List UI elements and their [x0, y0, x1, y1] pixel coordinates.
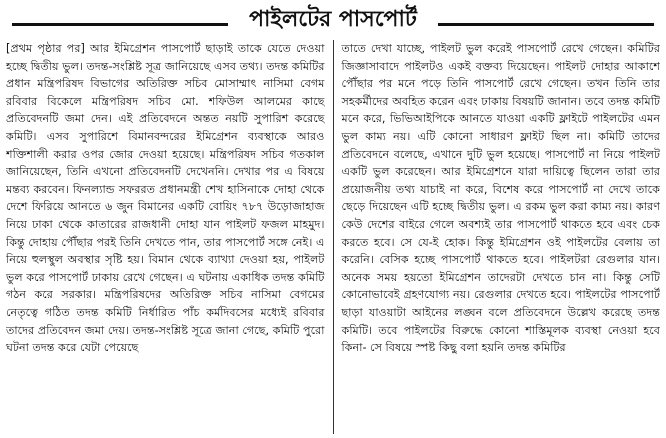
- headline: [6, 2, 660, 36]
- right-column: [333, 40, 661, 434]
- right-column-text: তাতে দেখা যাচ্ছে, পাইলট ভুল করেই পাসপোর্ট রেখে গেছেন। কমিটির জিজ্ঞাসাবাদে পাইলটও একই বক্তব্য দিয়েছেন। পাইলট দোহার আকাশে পৌঁছার পর মনে পড়ে তিনি পাসপোর্ট রেখে গেছেন। তখন তিনি তার সহকর্মীদের অবহিত করেন এবং ঢাকায় বিষয়টি জানান। তবে তদন্ত কমিটি মনে করে, ভিভিআইপিকে আনতে যাওয়া একটি ফ্লাইটে পাইলটের এমন ভুল কাম্য নয়। এটি কোনো সাধারণ ফ্লাইট ছিল না। কমিটি তাদের প্রতিবেদনে বলেছে, এখানে দুটি ভুল হয়েছে। পাসপোর্ট না নিয়ে পাইলট একটি ভুল করেছেন। আর ইমিগ্রেশনে যারা দায়িত্বে ছিলেন তারা তার প্রয়োজনীয় তথ্য যাচাই না করে, বিশেষ করে পাসপোর্ট না দেখে তাকে ছেড়ে দিয়েছেন এটি হচ্ছে দ্বিতীয় ভুল। এ রকম ভুল করা কাম্য নয়। কারণ কেউ দেশের বাইরে গেলে অবশ্যই তার পাসপোর্ট থাকতে হবে এবং চেক করতে হবে। সে যে-ই হোক। কিন্তু ইমিগ্রেশন ওই পাইলটের বেলায় তা করেনি। বেসিক হচ্ছে পাসপোর্ট থাকতে হবে। পাইলটরা রেগুলার যান। অনেক সময় হয়তো ইমিগ্রেশন তাদেরটা দেখতে চান না। কিন্তু সেটি কোনোভাবেই গ্রহণযোগ্য নয়। রেগুলার দেখতে হবে। পাইলটের পাসপোর্ট ছাড়া যাওয়াটা আইনের লঙ্ঘন বলে প্রতিবেদনে উল্লেখ করেছে তদন্ত কমিটি। তবে পাইলটের বিরুদ্ধে কোনো শাস্তিমূলক ব্যবস্থা নেওয়া হবে কিনা- সে বিষয়ে স্পষ্ট কিছু বলা হয়নি তদন্ত কমিটির: [341, 42, 660, 355]
- left-column: [6, 40, 333, 434]
- article-body: [6, 40, 660, 434]
- left-column-text: [প্রথম পৃষ্ঠার পর] আর ইমিগ্রেশন পাসপোর্ট ছাড়াই তাকে যেতে দেওয়া হচ্ছে দ্বিতীয় ভুল। তদন্ত-সংশ্লিষ্ট সূত্র জানিয়েছে এসব তথ্য। তদন্ত কমিটির প্রধান মন্ত্রিপরিষদ বিভাগের অতিরিক্ত সচিব মোসাম্মাৎ নাসিমা বেগম রবিবার বিকেলে মন্ত্রিপরিষদ সচিব মো. শফিউল আলমের কাছে প্রতিবেদনটি জমা দেন। এই প্রতিবেদনে অন্তত নয়টি সুপারিশ করেছে কমিটি। এসব সুপারিশে বিমানবন্দরের ইমিগ্রেশন ব্যবস্থাকে আরও শক্তিশালী করার ওপর জোর দেওয়া হয়েছে। মন্ত্রিপরিষদ সচিব গতকাল জানিয়েছেন, তিনি এখনো প্রতিবেদনটি দেখেননি। দেখার পর এ বিষয়ে মন্তব্য করবেন। ফিনল্যান্ড সফররত প্রধানমন্ত্রী শেখ হাসিনাকে দোহা থেকে দেশে ফিরিয়ে আনতে ৬ জুন বিমানের একটি বোয়িং ৭৮৭ উড়োজাহাজ নিয়ে ঢাকা থেকে কাতারের রাজধানী দোহা যান পাইলট ফজল মাহমুদ। কিন্তু দোহায় পৌঁছার পরই তিনি দেখতে পান, তার পাসপোর্ট সঙ্গে নেই। এ নিয়ে হুলস্থুল অবস্থার সৃষ্টি হয়। বিমান থেকে ব্যাখ্যা দেওয়া হয়, পাইলট ভুল করে পাসপোর্ট ঢাকায় রেখে গেছেন। এ ঘটনায় একাধিক তদন্ত কমিটি গঠন করে সরকার। মন্ত্রিপরিষদের অতিরিক্ত সচিব নাসিমা বেগমের নেতৃত্বে গঠিত তদন্ত কমিটি নির্ধারিত পাঁচ কর্মদিবসের মধ্যেই রবিবার তাদের প্রতিবেদন জমা দেয়। তদন্ত-সংশ্লিষ্ট সূত্রে জানা গেছে, কমিটি পুরো ঘটনা তদন্ত করে যেটা পেয়েছে: [6, 42, 325, 355]
- headline-text: পাইলটের পাসপোর্ট: [241, 6, 425, 32]
- headline-area: [6, 0, 660, 40]
